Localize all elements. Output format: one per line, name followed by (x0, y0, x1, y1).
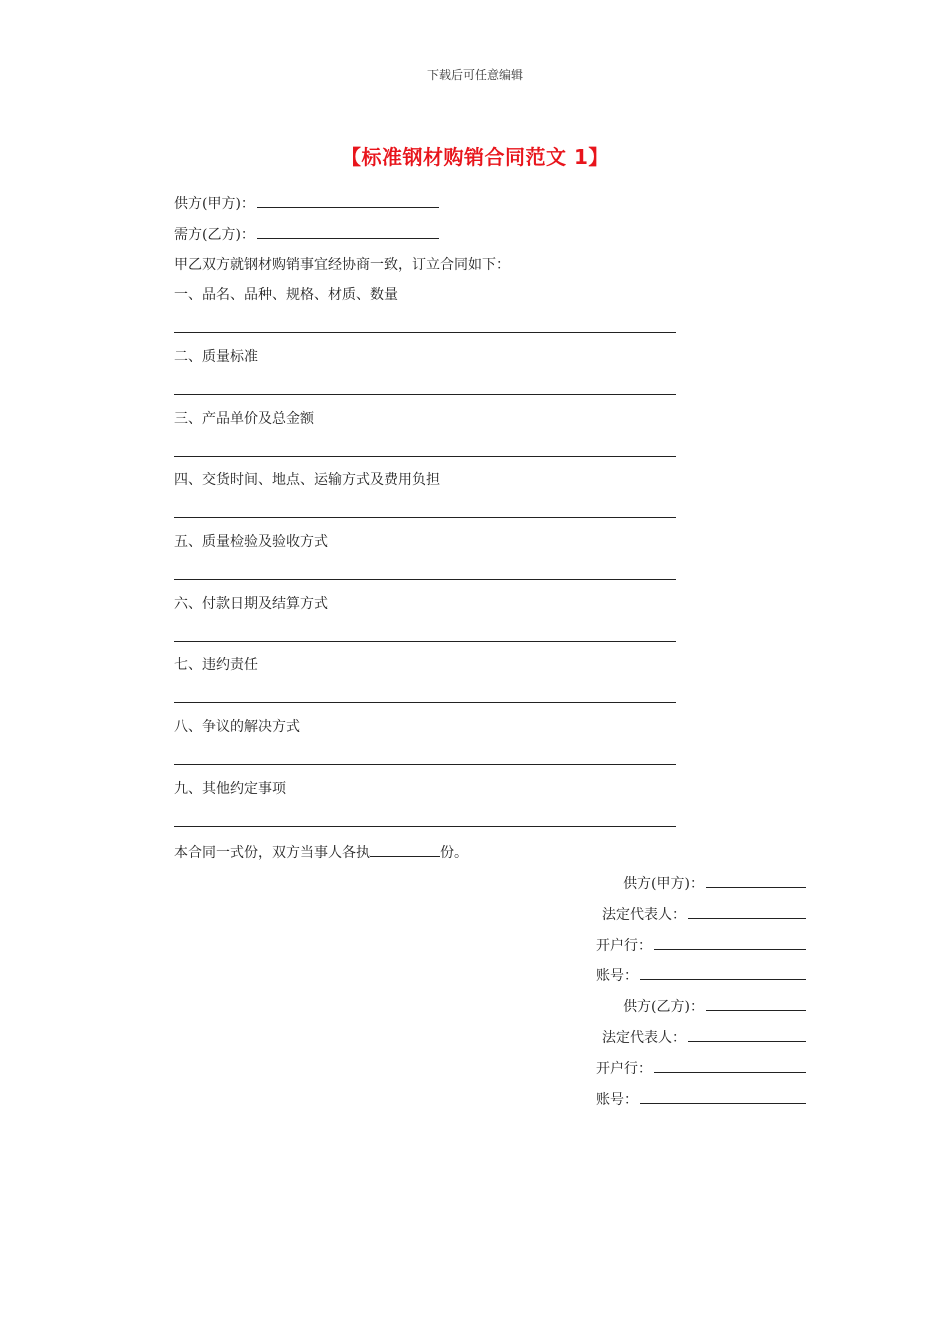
page-header-note: 下载后可任意编辑 (426, 68, 523, 82)
supplier-blank[interactable] (257, 193, 439, 208)
sig-party-a-rep (602, 904, 806, 924)
copies-blank[interactable] (370, 842, 440, 857)
sig-party-b-label: 供方(乙方)： (623, 999, 704, 1015)
copies-prefix: 本合同一式份，双方当事人各执 (174, 845, 370, 861)
copies-suffix: 份。 (440, 845, 468, 861)
sig-party-a-account-label: 账号： (596, 968, 638, 984)
intro-text: 甲乙双方就钢材购销事宜经协商一致，订立合同如下： (174, 257, 510, 273)
sig-party-b-bank-label: 开户行： (596, 1061, 652, 1077)
document-title: 【标准钢材购销合同范文 1】 (341, 145, 609, 169)
section-heading: 二、质量标准 (174, 349, 258, 365)
section-fill-line[interactable] (174, 517, 676, 518)
section-fill-line[interactable] (174, 764, 676, 765)
sig-party-b-account-label: 账号： (596, 1092, 638, 1108)
sig-party-a-rep-blank[interactable] (688, 904, 806, 919)
buyer-line (174, 224, 439, 244)
section-heading: 四、交货时间、地点、运输方式及费用负担 (174, 472, 440, 488)
buyer-blank[interactable] (257, 224, 439, 239)
section-fill-line[interactable] (174, 702, 676, 703)
section-fill-line[interactable] (174, 641, 676, 642)
section-fill-line[interactable] (174, 826, 676, 827)
section-heading: 七、违约责任 (174, 657, 258, 673)
sig-party-b-bank (596, 1058, 806, 1078)
sig-party-b-account-blank[interactable] (640, 1089, 806, 1104)
sig-party-b-rep (602, 1027, 806, 1047)
section-fill-line[interactable] (174, 579, 676, 580)
sig-party-a-blank[interactable] (706, 873, 806, 888)
section-heading: 八、争议的解决方式 (174, 719, 300, 735)
sig-party-a (623, 873, 806, 893)
sig-party-b-rep-blank[interactable] (688, 1027, 806, 1042)
section-heading: 九、其他约定事项 (174, 781, 286, 797)
section-heading: 三、产品单价及总金额 (174, 411, 314, 427)
sig-party-b-account (596, 1089, 806, 1109)
section-heading: 六、付款日期及结算方式 (174, 596, 328, 612)
sig-party-a-rep-label: 法定代表人： (602, 907, 686, 923)
sig-party-a-bank-blank[interactable] (654, 935, 806, 950)
sig-party-a-bank (596, 935, 806, 955)
buyer-label: 需方(乙方)： (174, 227, 255, 243)
sig-party-a-account (596, 965, 806, 985)
supplier-label: 供方(甲方)： (174, 196, 255, 212)
supplier-line (174, 193, 439, 213)
section-fill-line[interactable] (174, 456, 676, 457)
section-heading: 五、质量检验及验收方式 (174, 534, 328, 550)
section-heading: 一、品名、品种、规格、材质、数量 (174, 287, 398, 303)
sig-party-b (623, 996, 806, 1016)
sig-party-a-account-blank[interactable] (640, 965, 806, 980)
sig-party-b-rep-label: 法定代表人： (602, 1030, 686, 1046)
section-fill-line[interactable] (174, 394, 676, 395)
sig-party-a-label: 供方(甲方)： (623, 876, 704, 892)
copies-line (174, 842, 468, 862)
sig-party-a-bank-label: 开户行： (596, 938, 652, 954)
sig-party-b-bank-blank[interactable] (654, 1058, 806, 1073)
sig-party-b-blank[interactable] (706, 996, 806, 1011)
section-fill-line[interactable] (174, 332, 676, 333)
